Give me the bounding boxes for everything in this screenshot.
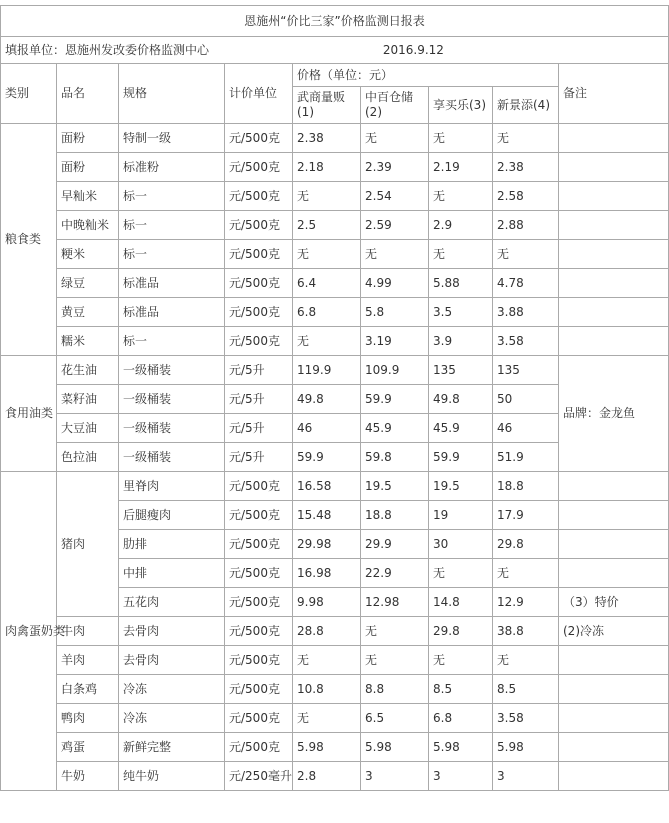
unit-cell: 元/500克 — [225, 588, 293, 617]
price-store-2: 4.99 — [361, 269, 429, 298]
unit-cell: 元/500克 — [225, 182, 293, 211]
price-store-4: 5.98 — [493, 733, 559, 762]
spec-cell: 一级桶装 — [119, 443, 225, 472]
product-name: 面粉 — [57, 124, 119, 153]
unit-cell: 元/500克 — [225, 646, 293, 675]
price-store-2: 2.39 — [361, 153, 429, 182]
table-row — [1, 327, 669, 356]
remark-cell: （3）特价 — [559, 588, 669, 617]
spec-cell: 标准粉 — [119, 153, 225, 182]
spec-cell: 去骨肉 — [119, 646, 225, 675]
price-store-3: 2.9 — [429, 211, 493, 240]
product-name: 鸡蛋 — [57, 733, 119, 762]
product-name: 猪肉 — [57, 472, 119, 617]
header-remark: 备注 — [559, 64, 669, 124]
remark-cell — [559, 762, 669, 791]
price-store-4: 29.8 — [493, 530, 559, 559]
price-store-1: 无 — [293, 182, 361, 211]
price-store-2: 无 — [361, 617, 429, 646]
price-store-1: 无 — [293, 646, 361, 675]
price-store-3: 无 — [429, 646, 493, 675]
table-row — [1, 733, 669, 762]
price-store-4: 2.38 — [493, 153, 559, 182]
price-store-4: 8.5 — [493, 675, 559, 704]
price-store-3: 3.9 — [429, 327, 493, 356]
price-store-4: 12.9 — [493, 588, 559, 617]
unit-cell: 元/500克 — [225, 124, 293, 153]
spec-cell: 新鲜完整 — [119, 733, 225, 762]
remark-cell: 品牌：金龙鱼 — [559, 356, 669, 472]
reporting-unit: 填报单位：恩施州发改委价格监测中心 — [5, 42, 210, 57]
spec-cell: 标准品 — [119, 269, 225, 298]
header-row-1 — [1, 64, 669, 87]
remark-cell — [559, 675, 669, 704]
remark-cell — [559, 501, 669, 530]
price-store-1: 6.8 — [293, 298, 361, 327]
remark-cell — [559, 240, 669, 269]
spec-cell: 里脊肉 — [119, 472, 225, 501]
price-store-2: 19.5 — [361, 472, 429, 501]
price-store-4: 135 — [493, 356, 559, 385]
category-cell: 粮食类 — [1, 124, 57, 356]
price-store-2: 18.8 — [361, 501, 429, 530]
spec-cell: 标一 — [119, 240, 225, 269]
price-store-1: 无 — [293, 240, 361, 269]
spec-cell: 特制一级 — [119, 124, 225, 153]
remark-cell — [559, 733, 669, 762]
price-store-1: 2.38 — [293, 124, 361, 153]
price-store-3: 无 — [429, 240, 493, 269]
reporting-unit-row — [1, 37, 669, 64]
header-category: 类别 — [1, 64, 57, 124]
spec-cell: 后腿瘦肉 — [119, 501, 225, 530]
price-store-4: 无 — [493, 240, 559, 269]
price-store-3: 30 — [429, 530, 493, 559]
product-name: 中晚籼米 — [57, 211, 119, 240]
price-store-2: 3 — [361, 762, 429, 791]
unit-cell: 元/5升 — [225, 356, 293, 385]
remark-cell — [559, 269, 669, 298]
price-store-2: 5.98 — [361, 733, 429, 762]
table-row — [1, 153, 669, 182]
price-store-3: 3.5 — [429, 298, 493, 327]
price-store-4: 46 — [493, 414, 559, 443]
price-store-2: 59.8 — [361, 443, 429, 472]
unit-cell: 元/500克 — [225, 472, 293, 501]
product-name: 牛奶 — [57, 762, 119, 791]
price-report-table — [0, 5, 669, 791]
price-store-3: 无 — [429, 124, 493, 153]
table-row — [1, 617, 669, 646]
price-store-3: 29.8 — [429, 617, 493, 646]
remark-cell — [559, 530, 669, 559]
unit-cell: 元/500克 — [225, 733, 293, 762]
price-store-1: 28.8 — [293, 617, 361, 646]
price-store-3: 2.19 — [429, 153, 493, 182]
product-name: 糯米 — [57, 327, 119, 356]
price-store-4: 2.88 — [493, 211, 559, 240]
price-store-2: 6.5 — [361, 704, 429, 733]
product-name: 菜籽油 — [57, 385, 119, 414]
price-store-3: 49.8 — [429, 385, 493, 414]
spec-cell: 标准品 — [119, 298, 225, 327]
unit-cell: 元/500克 — [225, 269, 293, 298]
price-store-1: 16.58 — [293, 472, 361, 501]
price-store-2: 22.9 — [361, 559, 429, 588]
price-store-3: 无 — [429, 182, 493, 211]
price-store-3: 45.9 — [429, 414, 493, 443]
remark-cell — [559, 298, 669, 327]
spec-cell: 中排 — [119, 559, 225, 588]
spec-cell: 标一 — [119, 182, 225, 211]
reporting-unit-cell — [1, 37, 669, 64]
price-store-2: 无 — [361, 124, 429, 153]
remark-cell — [559, 182, 669, 211]
remark-cell — [559, 153, 669, 182]
price-store-4: 无 — [493, 124, 559, 153]
price-store-1: 无 — [293, 327, 361, 356]
unit-cell: 元/5升 — [225, 443, 293, 472]
product-name: 粳米 — [57, 240, 119, 269]
price-store-1: 49.8 — [293, 385, 361, 414]
price-store-2: 5.8 — [361, 298, 429, 327]
price-store-4: 50 — [493, 385, 559, 414]
header-store-4: 新景添(4) — [493, 87, 559, 124]
spec-cell: 冷冻 — [119, 704, 225, 733]
price-store-1: 6.4 — [293, 269, 361, 298]
price-store-2: 2.54 — [361, 182, 429, 211]
category-cell: 食用油类 — [1, 356, 57, 472]
price-store-1: 16.98 — [293, 559, 361, 588]
price-store-3: 19.5 — [429, 472, 493, 501]
report-date: 2016.9.12 — [382, 42, 444, 57]
price-store-4: 3.88 — [493, 298, 559, 327]
spec-cell: 一级桶装 — [119, 414, 225, 443]
price-store-1: 15.48 — [293, 501, 361, 530]
spec-cell: 一级桶装 — [119, 356, 225, 385]
header-unit: 计价单位 — [225, 64, 293, 124]
price-store-3: 无 — [429, 559, 493, 588]
price-store-4: 18.8 — [493, 472, 559, 501]
spec-cell: 一级桶装 — [119, 385, 225, 414]
remark-cell — [559, 124, 669, 153]
header-spec: 规格 — [119, 64, 225, 124]
price-store-4: 17.9 — [493, 501, 559, 530]
product-name: 早籼米 — [57, 182, 119, 211]
unit-cell: 元/500克 — [225, 617, 293, 646]
product-name: 色拉油 — [57, 443, 119, 472]
price-store-1: 2.8 — [293, 762, 361, 791]
price-store-4: 3 — [493, 762, 559, 791]
price-store-3: 8.5 — [429, 675, 493, 704]
price-store-4: 51.9 — [493, 443, 559, 472]
remark-cell — [559, 211, 669, 240]
product-name: 鸭肉 — [57, 704, 119, 733]
product-name: 花生油 — [57, 356, 119, 385]
price-store-3: 14.8 — [429, 588, 493, 617]
spec-cell: 肋排 — [119, 530, 225, 559]
table-row — [1, 472, 669, 501]
unit-cell: 元/500克 — [225, 675, 293, 704]
price-store-1: 46 — [293, 414, 361, 443]
unit-cell: 元/500克 — [225, 153, 293, 182]
price-store-4: 3.58 — [493, 704, 559, 733]
price-store-3: 5.88 — [429, 269, 493, 298]
table-row — [1, 182, 669, 211]
unit-cell: 元/500克 — [225, 559, 293, 588]
unit-cell: 元/500克 — [225, 704, 293, 733]
unit-cell: 元/500克 — [225, 327, 293, 356]
remark-cell: (2)冷冻 — [559, 617, 669, 646]
price-store-3: 135 — [429, 356, 493, 385]
table-row — [1, 269, 669, 298]
header-price-group: 价格（单位：元） — [293, 64, 559, 87]
price-store-3: 5.98 — [429, 733, 493, 762]
price-store-1: 59.9 — [293, 443, 361, 472]
price-store-1: 9.98 — [293, 588, 361, 617]
unit-cell: 元/500克 — [225, 530, 293, 559]
price-store-3: 6.8 — [429, 704, 493, 733]
header-store-2: 中百仓储(2) — [361, 87, 429, 124]
spec-cell: 去骨肉 — [119, 617, 225, 646]
price-store-2: 3.19 — [361, 327, 429, 356]
price-store-1: 29.98 — [293, 530, 361, 559]
price-store-2: 29.9 — [361, 530, 429, 559]
remark-cell — [559, 646, 669, 675]
unit-cell: 元/500克 — [225, 298, 293, 327]
header-product: 品名 — [57, 64, 119, 124]
unit-cell: 元/5升 — [225, 414, 293, 443]
table-row — [1, 762, 669, 791]
spec-cell: 标一 — [119, 327, 225, 356]
product-name: 羊肉 — [57, 646, 119, 675]
price-store-3: 59.9 — [429, 443, 493, 472]
price-store-4: 3.58 — [493, 327, 559, 356]
table-row — [1, 124, 669, 153]
spec-cell: 标一 — [119, 211, 225, 240]
price-store-4: 4.78 — [493, 269, 559, 298]
price-store-2: 12.98 — [361, 588, 429, 617]
table-row — [1, 240, 669, 269]
product-name: 面粉 — [57, 153, 119, 182]
spec-cell: 纯牛奶 — [119, 762, 225, 791]
report-title: 恩施州“价比三家”价格监测日报表 — [1, 6, 669, 37]
product-name: 白条鸡 — [57, 675, 119, 704]
remark-cell — [559, 559, 669, 588]
unit-cell: 元/500克 — [225, 211, 293, 240]
product-name: 绿豆 — [57, 269, 119, 298]
header-store-3: 享买乐(3) — [429, 87, 493, 124]
price-store-3: 3 — [429, 762, 493, 791]
price-store-2: 59.9 — [361, 385, 429, 414]
price-store-2: 2.59 — [361, 211, 429, 240]
unit-cell: 元/5升 — [225, 385, 293, 414]
price-store-1: 2.5 — [293, 211, 361, 240]
unit-cell: 元/500克 — [225, 240, 293, 269]
unit-cell: 元/250毫升 — [225, 762, 293, 791]
remark-cell — [559, 704, 669, 733]
table-row — [1, 211, 669, 240]
price-store-1: 10.8 — [293, 675, 361, 704]
remark-cell — [559, 472, 669, 501]
price-store-2: 109.9 — [361, 356, 429, 385]
product-name: 大豆油 — [57, 414, 119, 443]
price-store-4: 无 — [493, 646, 559, 675]
unit-cell: 元/500克 — [225, 501, 293, 530]
table-row — [1, 704, 669, 733]
spec-cell: 五花肉 — [119, 588, 225, 617]
price-store-2: 8.8 — [361, 675, 429, 704]
price-store-1: 2.18 — [293, 153, 361, 182]
table-row — [1, 675, 669, 704]
price-store-2: 45.9 — [361, 414, 429, 443]
table-row — [1, 356, 669, 385]
spec-cell: 冷冻 — [119, 675, 225, 704]
price-store-4: 无 — [493, 559, 559, 588]
price-store-4: 38.8 — [493, 617, 559, 646]
price-store-2: 无 — [361, 646, 429, 675]
category-cell: 肉禽蛋奶类 — [1, 472, 57, 791]
price-store-2: 无 — [361, 240, 429, 269]
price-store-1: 5.98 — [293, 733, 361, 762]
title-row — [1, 6, 669, 37]
price-store-1: 无 — [293, 704, 361, 733]
table-row — [1, 298, 669, 327]
remark-cell — [559, 327, 669, 356]
price-store-4: 2.58 — [493, 182, 559, 211]
product-name: 牛肉 — [57, 617, 119, 646]
table-row — [1, 646, 669, 675]
header-store-1: 武商量贩(1) — [293, 87, 361, 124]
price-store-3: 19 — [429, 501, 493, 530]
price-store-1: 119.9 — [293, 356, 361, 385]
product-name: 黄豆 — [57, 298, 119, 327]
